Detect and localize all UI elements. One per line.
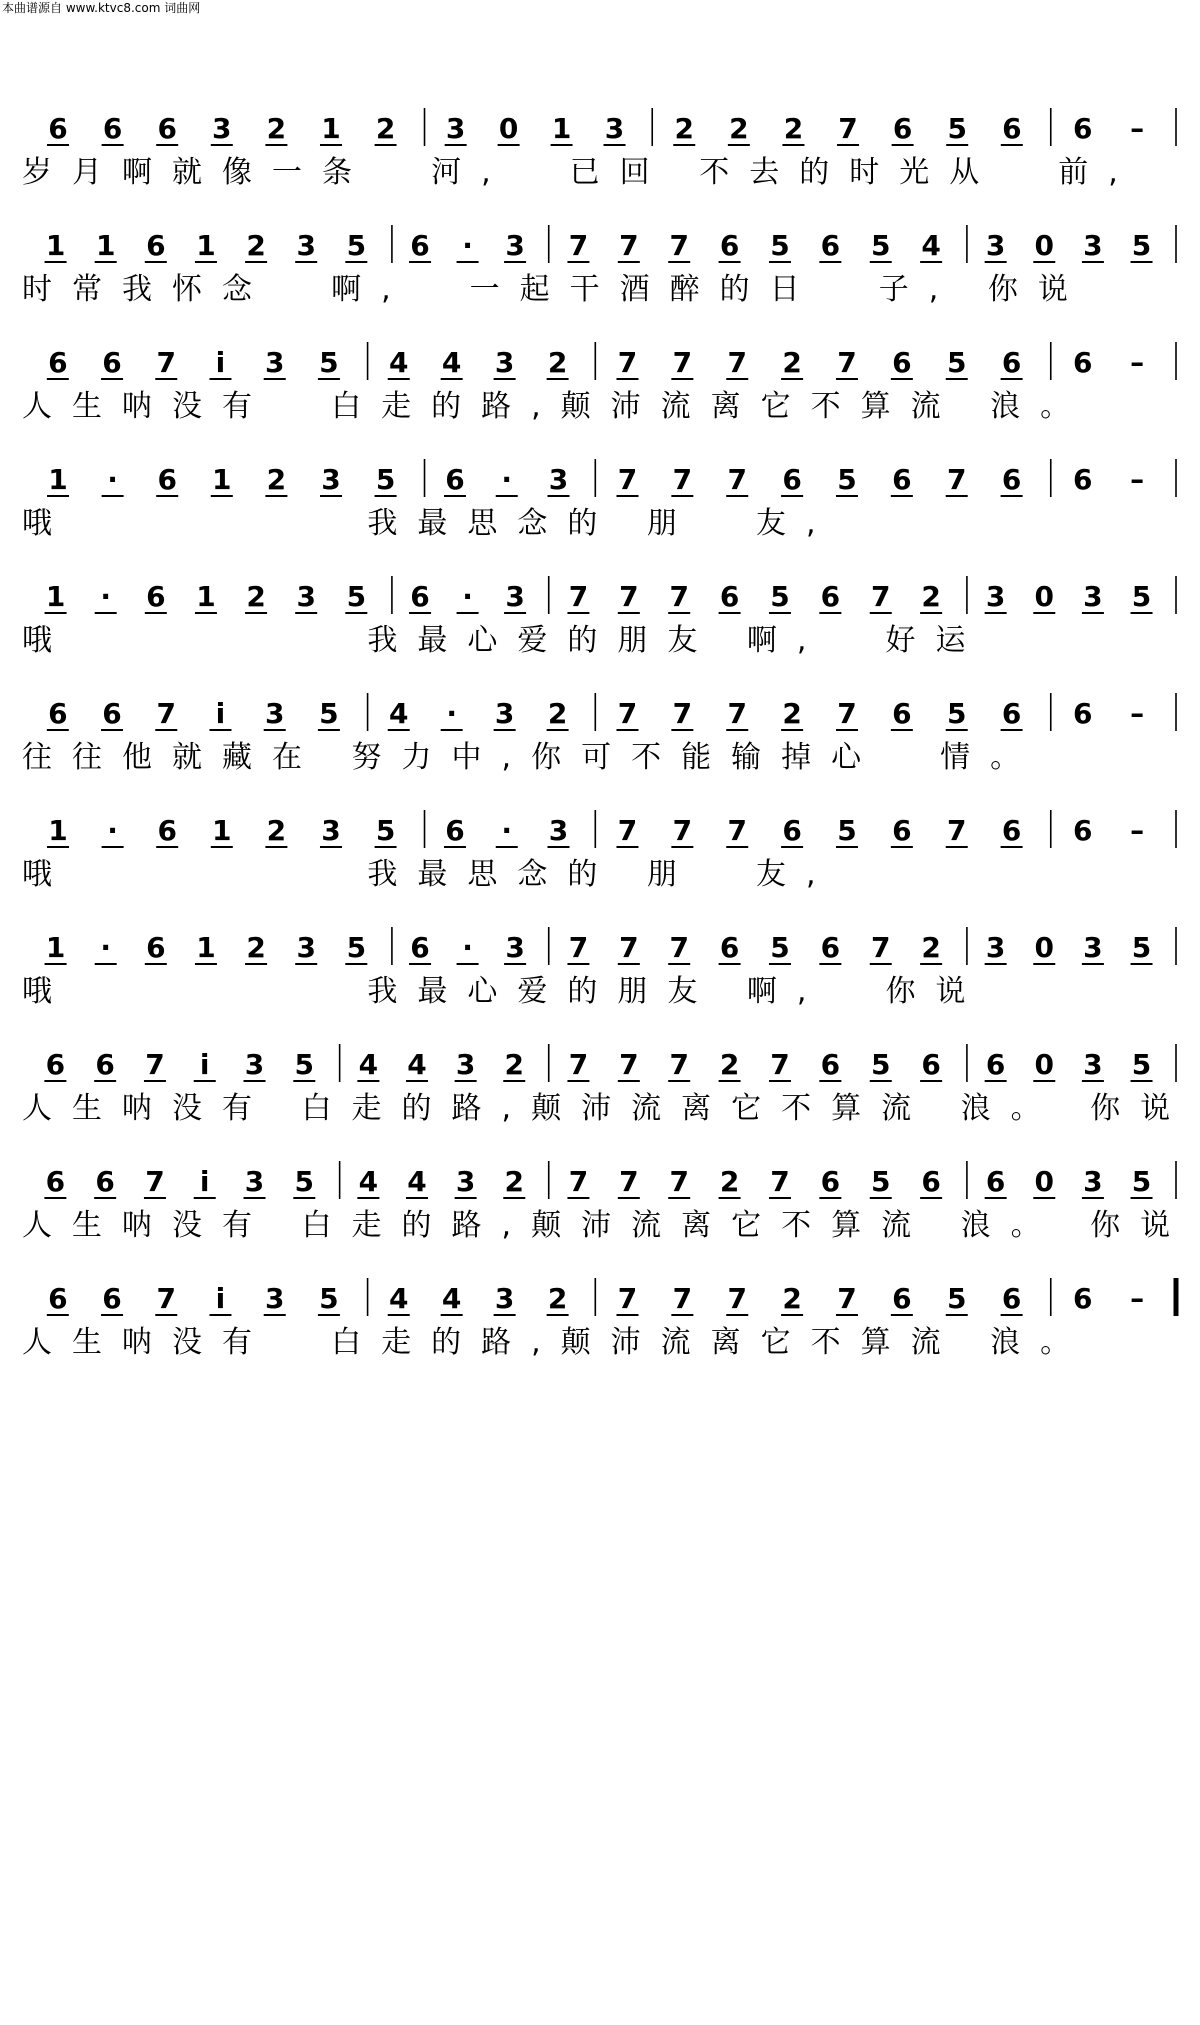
score-note: 3 [985,580,1006,613]
score-note: 4 [388,1282,409,1315]
score-note: 7 [619,1165,639,1198]
score-note: · [462,580,473,613]
notation-line [28,453,1178,499]
score-note: 7 [669,931,689,964]
score-note: 2 [782,697,802,730]
score-note: 4 [407,1048,427,1081]
score-note: i [199,1048,210,1081]
lyric-line: 哦 我最心爱的朋友 啊, 你说 [22,974,986,1009]
score-note: 7 [568,1165,589,1198]
score-note: 3 [296,580,316,613]
score-note: 3 [548,463,569,496]
score-note: i [215,697,226,730]
score-note: 3 [985,229,1006,262]
lyric-line: 哦 我最思念的 朋 友, [22,857,836,892]
score-note: 0 [1034,580,1055,613]
score-note: 3 [244,1165,265,1198]
score-note: – [1130,463,1145,496]
score-note: 5 [770,931,790,964]
score-note: 6 [48,1282,68,1315]
score-note: 1 [196,580,216,613]
score-note: 6 [1072,697,1093,730]
score-note: 2 [246,931,266,964]
score-note: 7 [669,580,689,613]
score-note: 5 [837,814,857,847]
score-note: 7 [672,1282,693,1315]
score-note: 6 [820,1048,841,1081]
score-note: 7 [727,697,747,730]
score-note: 7 [727,346,747,379]
score-note: 6 [892,1282,912,1315]
score-note: 1 [48,814,68,847]
score-note: 0 [498,112,519,145]
score-note: · [100,931,112,964]
score-note: 6 [820,229,841,262]
score-note: 6 [157,463,177,496]
score-note: 2 [921,580,941,613]
score-note: 7 [145,1048,165,1081]
notation-line [28,336,1178,382]
score-note: – [1130,814,1145,847]
score-note: 7 [870,580,891,613]
score-note: 7 [617,697,638,730]
score-note: 5 [870,1048,891,1081]
score-note: 7 [619,931,639,964]
lyric-line: 岁月啊就像一条 河, 已回 不去的时光从 前, [22,155,1138,190]
score-note: 6 [48,346,68,379]
score-note: · [462,931,473,964]
score-note: i [215,346,226,379]
notation-line [28,1272,1178,1318]
score-note: 6 [102,1282,122,1315]
score-note: 6 [102,697,122,730]
score-note: 6 [719,229,740,262]
score-note: 7 [669,1165,689,1198]
score-note: 3 [1083,229,1103,262]
score-note: 2 [246,229,266,262]
score-note: 5 [870,229,891,262]
notation-line [28,1155,1178,1201]
score-note: 1 [48,463,68,496]
score-note: 5 [319,1282,339,1315]
score-note: 4 [358,1048,379,1081]
score-note: 6 [146,229,166,262]
score-note: 3 [604,112,625,145]
notation-line [28,687,1178,733]
score-note: 6 [892,346,912,379]
score-note: 5 [319,346,339,379]
score-note: 1 [212,463,232,496]
score-note: 1 [45,580,66,613]
score-note: 0 [1034,1048,1055,1081]
score-note: 5 [870,1165,891,1198]
score-note: 0 [1034,229,1055,262]
score-note: 5 [1131,1165,1152,1198]
score-note: 7 [617,814,638,847]
score-note: 3 [264,1282,285,1315]
lyric-line: 哦 我最思念的 朋 友, [22,506,836,541]
score-note: 3 [212,112,232,145]
score-note: 6 [892,814,912,847]
notation-line [28,570,1178,616]
score-note: 3 [296,931,316,964]
score-note: 2 [504,1048,525,1081]
score-note: 7 [837,1282,857,1315]
score-note: 0 [1034,1165,1055,1198]
score-note: 2 [783,112,804,145]
score-note: 3 [1083,580,1103,613]
score-note: 6 [157,814,177,847]
score-note: 5 [375,463,396,496]
score-note: 2 [719,1165,740,1198]
score-note: 7 [568,1048,589,1081]
score-note: 7 [568,229,589,262]
score-note: 4 [388,697,409,730]
score-note: – [1130,697,1145,730]
score-note: 5 [319,697,339,730]
score-note: 4 [388,346,409,379]
score-note: 6 [782,814,802,847]
score-note: 6 [719,580,740,613]
lyric-line: 时常我怀念 啊, 一起干酒醉的日 子, 你说 [22,272,1088,307]
score-note: 1 [212,814,232,847]
score-note: 3 [505,229,525,262]
score-note: 3 [445,112,466,145]
lyric-line: 人生呐没有 白走的路,颠沛流离它不算流 浪。 [22,1325,1091,1360]
score-note: 7 [156,346,177,379]
score-note: 7 [619,580,639,613]
score-note: 7 [837,697,857,730]
score-note: 6 [820,580,841,613]
score-note: 2 [674,112,695,145]
score-note: 3 [1083,931,1103,964]
score-note: 6 [1072,112,1093,145]
lyric-line: 人生呐没有 白走的路,颠沛流离它不算流 浪。 [22,389,1091,424]
score-note: 7 [838,112,858,145]
score-note: 6 [1072,1282,1093,1315]
score-note: 6 [719,931,740,964]
score-note: 7 [145,1165,165,1198]
score-note: · [107,814,118,847]
score-note: 5 [346,931,367,964]
score-note: 1 [196,931,216,964]
score-note: 6 [157,112,177,145]
score-note: 3 [455,1048,476,1081]
score-note: 3 [505,931,525,964]
score-note: 6 [892,112,913,145]
score-note: 6 [146,931,166,964]
score-note: 6 [45,1165,66,1198]
score-note: 6 [892,697,912,730]
score-note: 7 [568,580,589,613]
score-note: 6 [1001,814,1022,847]
score-note: · [462,229,473,262]
score-note: 3 [985,931,1006,964]
score-note: 1 [551,112,572,145]
score-note: – [1130,1282,1145,1315]
score-note: – [1130,112,1145,145]
score-note: 3 [244,1048,265,1081]
score-note: 3 [494,697,515,730]
score-note: 6 [102,346,122,379]
score-note: 7 [672,346,693,379]
score-note: 2 [547,1282,568,1315]
score-note: 0 [1034,931,1055,964]
score-note: 5 [770,580,790,613]
notation-line [28,102,1178,148]
score-note: 5 [375,814,396,847]
score-note: 3 [264,697,285,730]
score-note: 7 [946,463,967,496]
score-note: 7 [619,1048,639,1081]
score-note: 7 [946,814,967,847]
score-note: 6 [1072,463,1093,496]
score-note: 6 [445,814,465,847]
notation-line [28,804,1178,850]
score-note: 7 [156,697,177,730]
score-note: 5 [770,229,790,262]
score-note: 7 [837,346,857,379]
score-note: 2 [266,112,287,145]
score-note: 5 [346,229,367,262]
score-note: 3 [1083,1048,1103,1081]
score-note: 6 [921,1048,941,1081]
score-note: 7 [672,463,693,496]
score-note: 2 [266,463,287,496]
score-note: 5 [947,112,967,145]
score-note: 5 [1131,580,1152,613]
score-note: 6 [1001,1282,1022,1315]
score-note: 7 [669,1048,689,1081]
score-note: 7 [617,346,638,379]
score-note: 2 [246,580,266,613]
score-note: 2 [375,112,396,145]
score-note: 5 [946,1282,967,1315]
score-note: 7 [672,814,693,847]
score-note: 2 [719,1048,740,1081]
lyric-line: 往往他就藏在 努力中,你可不能输掉心 情。 [22,740,1041,775]
score-note: i [215,1282,226,1315]
notation-line [28,1038,1178,1084]
score-note: 3 [455,1165,476,1198]
score-note: 3 [548,814,569,847]
score-note: 6 [1001,346,1022,379]
score-note: 3 [1083,1165,1103,1198]
score-note: 7 [568,931,589,964]
score-note: 1 [45,229,66,262]
score-note: 3 [264,346,285,379]
score-note: 7 [619,229,639,262]
score-note: 6 [146,580,166,613]
score-note: 4 [358,1165,379,1198]
score-note: 2 [504,1165,525,1198]
score-note: 5 [946,346,967,379]
score-note: 7 [156,1282,177,1315]
score-note: 1 [45,931,66,964]
score-note: 5 [1131,1048,1152,1081]
score-note: 3 [494,1282,515,1315]
score-note: 7 [870,931,891,964]
score-note: 4 [407,1165,427,1198]
score-note: 2 [782,1282,802,1315]
score-note: 3 [296,229,316,262]
score-note: 6 [48,112,68,145]
score-note: 3 [505,580,525,613]
score-note: 1 [196,229,216,262]
score-note: 4 [441,1282,462,1315]
score-note: 5 [346,580,367,613]
score-note: 6 [410,931,430,964]
source-watermark: 本曲谱源自 www.ktvc8.com 词曲网 [2,1,201,15]
score-note: 6 [1001,463,1022,496]
score-note: 5 [1131,229,1152,262]
lyric-line: 人生呐没有 白走的路,颠沛流离它不算流 浪。 你说 [22,1208,1191,1243]
score-note: 6 [782,463,802,496]
score-note: i [199,1165,210,1198]
score-note: · [107,463,118,496]
score-note: – [1130,346,1145,379]
score-note: 6 [48,697,68,730]
score-note: 5 [1131,931,1152,964]
score-note: 7 [727,1282,747,1315]
score-note: 6 [1001,697,1022,730]
lyric-line: 哦 我最心爱的朋友 啊, 好运 [22,623,986,658]
score-note: 2 [547,346,568,379]
score-note: 5 [946,697,967,730]
score-note: 3 [494,346,515,379]
score-note: 1 [321,112,341,145]
score-note: 3 [321,463,341,496]
score-note: 6 [985,1048,1006,1081]
score-note: 4 [921,229,941,262]
notation-line [28,219,1178,265]
score-note: 7 [770,1165,790,1198]
score-note: 6 [410,580,430,613]
score-note: · [501,463,513,496]
score-note: 7 [617,463,638,496]
score-note: 6 [820,931,841,964]
notation-line [28,921,1178,967]
score-note: 5 [294,1165,315,1198]
score-note: 6 [1002,112,1022,145]
score-note: 6 [102,112,123,145]
score-note: · [100,580,112,613]
score-note: 2 [782,346,802,379]
score-note: 7 [672,697,693,730]
score-note: 3 [321,814,341,847]
score-note: 7 [770,1048,790,1081]
score-note: · [446,697,457,730]
score-note: 6 [95,1048,115,1081]
score-note: 7 [727,814,747,847]
score-note: 5 [294,1048,315,1081]
score-note: 6 [921,1165,941,1198]
score-note: 7 [617,1282,638,1315]
score-note: 2 [729,112,749,145]
score-note: 7 [727,463,747,496]
score-note: 6 [820,1165,841,1198]
score-note: 2 [921,931,941,964]
score-note: 6 [985,1165,1006,1198]
score-note: 6 [892,463,912,496]
score-note: 6 [410,229,430,262]
score-note: 1 [95,229,116,262]
score-note: 6 [1072,346,1093,379]
score-note: · [501,814,513,847]
score-note: 6 [45,1048,66,1081]
score-note: 6 [445,463,465,496]
score-note: 2 [266,814,287,847]
score-note: 4 [441,346,462,379]
lyric-line: 人生呐没有 白走的路,颠沛流离它不算流 浪。 你说 [22,1091,1191,1126]
score-note: 2 [547,697,568,730]
score-note: 6 [95,1165,115,1198]
score-note: 5 [837,463,857,496]
score-note: 6 [1072,814,1093,847]
score-note: 7 [669,229,689,262]
